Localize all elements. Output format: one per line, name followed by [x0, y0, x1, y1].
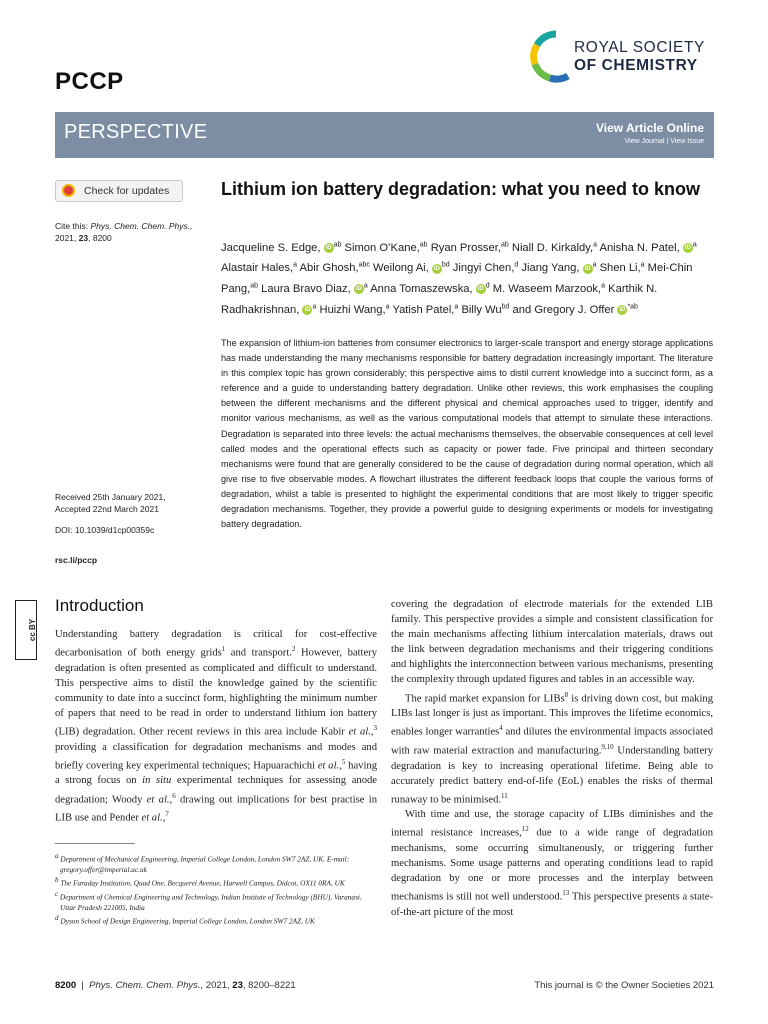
affiliation-marker: a: [293, 261, 298, 269]
author: [513, 304, 638, 316]
view-links: View Journal | View Issue: [624, 138, 704, 145]
author-name: Shen Li,: [599, 262, 641, 275]
reference-marker[interactable]: 9,10: [601, 742, 614, 751]
affiliation-marker: abc: [358, 261, 370, 269]
author-name: Simon O’Kane,: [344, 241, 420, 254]
page-number: 8200: [55, 980, 77, 991]
affiliation-marker: a: [593, 241, 597, 248]
crossmark-icon: [62, 184, 75, 197]
paragraph: [391, 688, 713, 808]
affiliation-marker: a: [692, 241, 697, 248]
reference-marker[interactable]: 12: [521, 825, 529, 834]
author: [453, 262, 518, 274]
affiliation-marker: bd: [501, 303, 510, 311]
footnote-text: The Faraday Institution, Quad One, Becquerel Avenue, Harwell Campus, Didcot, OX11 0RA, UK: [58, 878, 345, 888]
author-name: Niall D. Kirkaldy,: [511, 241, 594, 254]
cc-license-badge[interactable]: [15, 600, 37, 660]
copyright-notice: This journal is © the Owner Societies 2021: [534, 980, 714, 991]
footnote-marker: c: [55, 889, 59, 898]
author-name: Jingyi Chen,: [452, 262, 515, 275]
reference-marker[interactable]: 3: [373, 724, 377, 733]
text-run: ,: [370, 726, 374, 738]
text-run: covering the degradation of electrode materials for the extended LIB family. This perspective provides a simple and consistent classification for the main mechanisms affecting lithium intercalation materials, draws out the link between degradation mechanisms and their triggering conditions and highlights the interconnection between various mechanisms, presenting the complexity through updated figures and tables in an accessible way.: [391, 599, 713, 686]
author-name: Laura Bravo Diaz,: [261, 283, 351, 296]
author-name: and Gregory J. Offer: [512, 303, 615, 316]
author: [461, 304, 509, 316]
section-label: PERSPECTIVE: [64, 121, 208, 143]
author: [493, 283, 605, 295]
affiliation-marker: ab: [500, 241, 509, 248]
author-name: Billy Wu: [461, 303, 502, 316]
cite-journal: Phys. Chem. Chem. Phys.,: [90, 221, 193, 231]
footnote-text: Department of Chemical Engineering and Technology, Indian Institute of Technology (BHU), Varanasi, Uttar Pradesh 221005, India: [58, 892, 362, 913]
text-run: Understanding battery degradation is critical for cost-effective decarbonisation of both energy grids: [55, 629, 377, 659]
author-name: M. Waseem Marzook,: [492, 283, 602, 296]
text-run: ,: [169, 794, 173, 806]
text-run: having a strong focus on: [55, 760, 377, 787]
author: [345, 242, 428, 254]
abstract: The expansion of lithium-ion batteries from consumer electronics to larger-scale transport and energy storage applications has made understanding the many mechanisms responsible for battery degradation increasingly important. The literature in this complex topic has grown considerably; this perspective aims to distil current knowledge into a succinct form, as a reference and a guide to understanding battery degradation. Unlike other reviews, this work emphasises the coupling between the different mechanisms and the different physical and chemical approaches used to trigger, identify and monitor various mechanisms, as well as the various computational models that attempt to simulate these interactions. Degradation is separated into three levels: the actual mechanisms themselves, the observable consequences at cell level called modes and the operational effects such as capacity or power fade. Five principal and thirteen secondary mechanisms were found that are generally considered to be the cause of degradation during normal operation, which all give rise to five observable modes. A flowchart illustrates the different feedback loops that couple the various forms of degradation, whilst a table is presented to highlight the experimental conditions that are most likely to trigger specific degradation mechanisms. Together, they provide a powerful guide to designing experiments or models for investigating battery degradation.: [221, 338, 713, 530]
footer-journal: Phys. Chem. Chem. Phys.,: [89, 980, 204, 991]
affiliation-footnote: [55, 875, 377, 888]
author: [300, 262, 370, 274]
footnote-marker: b: [55, 876, 59, 885]
publisher-name: [574, 39, 705, 75]
affiliation-marker: d: [485, 282, 490, 290]
author-name: Mei-Chin Pang,: [221, 262, 693, 296]
author: [521, 262, 596, 274]
text-run: Understanding battery degradation is key to increasing operational lifetime. Being able to accurately predict battery end-of-life (EoL) enables the risks of thermal runaway to be minimised.: [391, 745, 713, 806]
author: [512, 242, 597, 254]
reference-marker[interactable]: 1: [221, 645, 226, 654]
author: [370, 283, 489, 295]
author: [600, 262, 645, 274]
journal-name: PCCP: [55, 68, 124, 95]
text-run: This perspective presents a state-of-the-art picture of the most: [391, 891, 713, 918]
affiliation-footnote: [55, 889, 377, 913]
orcid-icon[interactable]: iD: [355, 286, 362, 293]
author-name: Weilong Ai,: [373, 262, 429, 275]
text-run: However, battery degradation is often presented as complicated and difficult to understand. This perspective aims to distil the knowledge gained by the scientific community to date into a succinct form, highlighting the minimum number of papers that need to be read in order to understand lithium ion battery (LIB) degradation. Other recent reviews in this area include Kabir: [55, 647, 377, 738]
footnote-marker: d: [55, 914, 59, 923]
paragraph: [391, 597, 713, 688]
section-heading: Introduction: [55, 596, 144, 615]
affiliation-marker: a: [640, 261, 645, 269]
affiliation-footnotes: [55, 851, 377, 927]
cite-year: 2021,: [55, 233, 77, 243]
affiliation-marker: bd: [441, 261, 450, 269]
text-run: is driving down cost, but making LIBs last longer is just as important. This improves the lifetime economics, enables longer warranties: [391, 693, 713, 738]
footnote-text: Department of Mechanical Engineering, Imperial College London, London SW7 2AZ, UK. E-mail: gregory.offer@imperial.ac.uk: [58, 854, 350, 875]
italic-text: in situ: [142, 775, 172, 787]
affiliation-marker: a: [454, 303, 459, 311]
author: [261, 283, 368, 295]
text-run: With time and use, the storage capacity of LIBs diminishes and the internal resistance increases,: [391, 809, 713, 839]
orcid-icon[interactable]: iD: [433, 265, 440, 272]
author: [392, 304, 458, 316]
view-issue-link[interactable]: View Issue: [670, 138, 704, 145]
body-column-left: [55, 627, 377, 826]
body-column-right: [391, 597, 713, 920]
author-name: Jacqueline S. Edge,: [221, 241, 321, 254]
check-for-updates-label: Check for updates: [84, 185, 170, 197]
affiliation-footnote: [55, 913, 377, 926]
reference-marker[interactable]: 7: [165, 810, 169, 819]
author: [221, 242, 341, 254]
orcid-icon[interactable]: iD: [584, 265, 591, 272]
orcid-icon[interactable]: iD: [477, 286, 484, 293]
citation: [55, 220, 205, 244]
text-run: and transport.: [225, 647, 292, 659]
italic-text: et al.: [141, 812, 163, 824]
page-footer-citation: 8200 | Phys. Chem. Chem. Phys., 2021, 23, 8200–8221: [55, 980, 296, 991]
orcid-icon[interactable]: iD: [684, 244, 691, 251]
affiliation-marker: a: [601, 282, 606, 290]
affiliation-marker: a: [592, 261, 597, 269]
italic-text: et al.: [348, 726, 371, 738]
affiliation-footnote: [55, 851, 377, 875]
footer-year: 2021,: [205, 980, 230, 991]
affiliation-marker: ab: [419, 241, 428, 248]
reference-marker[interactable]: 11: [501, 791, 508, 800]
publisher-line-2: OF CHEMISTRY: [574, 57, 698, 74]
author: [600, 242, 697, 254]
text-run: providing a classification for degradation mechanisms and modes and briefly covering key experimental techniques; Hapuarachichi: [55, 741, 377, 772]
footer-volume: 23: [232, 980, 243, 991]
section-banner: [55, 112, 714, 158]
author-name: Huizhi Wang,: [319, 303, 386, 316]
footnote-text: Dyson School of Design Engineering, Imperial College London, London SW7 2AZ, UK: [58, 916, 315, 926]
author-name: Jiang Yang,: [521, 262, 580, 275]
publisher-line-1: ROYAL SOCIETY: [574, 39, 705, 56]
cite-label: Cite this:: [55, 221, 89, 231]
affiliation-marker: d: [514, 261, 519, 269]
author: [320, 304, 390, 316]
author-name: Alastair Hales,: [221, 262, 294, 275]
author-name: Abir Ghosh,: [299, 262, 359, 275]
author-name: Anna Tomaszewska,: [370, 283, 473, 296]
affiliation-marker: a: [385, 303, 390, 311]
doi[interactable]: DOI: 10.1039/d1cp00359c: [55, 525, 155, 535]
italic-text: et al.: [146, 794, 170, 806]
author-list: [221, 236, 713, 319]
footnote-marker: a: [55, 852, 59, 860]
reference-marker[interactable]: 6: [172, 791, 176, 800]
reference-marker[interactable]: 2: [291, 645, 296, 654]
affiliation-marker: a: [312, 303, 317, 311]
orcid-icon[interactable]: iD: [304, 306, 311, 313]
text-run: and dilutes the environmental impacts associated with raw material extraction and manufacturing.: [391, 726, 713, 757]
text-run: ,: [162, 812, 166, 824]
affiliation-marker: ab: [333, 241, 342, 248]
reference-marker[interactable]: 4: [499, 724, 503, 733]
reference-marker[interactable]: 8: [564, 690, 569, 699]
journal-link[interactable]: rsc.li/pccp: [55, 555, 98, 565]
author-name: Karthik N. Radhakrishnan,: [221, 283, 658, 316]
affiliation-marker: ab: [250, 282, 259, 290]
affiliation-marker: *ab: [627, 303, 638, 311]
view-journal-link[interactable]: View Journal: [624, 138, 665, 145]
cite-page: , 8200: [88, 233, 112, 243]
view-article-online-link[interactable]: View Article Online: [595, 121, 704, 135]
article-title: Lithium ion battery degradation: what you need to know: [221, 179, 701, 199]
reference-marker[interactable]: 5: [341, 757, 346, 766]
paragraph: [391, 807, 713, 920]
affiliation-marker: a: [363, 282, 368, 290]
author-name: Anisha N. Patel,: [599, 241, 680, 254]
footer-pages: , 8200–8221: [242, 980, 296, 991]
text-run: The rapid market expansion for LIBs: [405, 693, 565, 705]
cc-license-label: cc BY: [28, 618, 37, 642]
text-run: experimental techniques for assessing anode degradation; Woody: [55, 775, 377, 806]
accepted-date: Accepted 22nd March 2021: [55, 504, 159, 514]
orcid-icon[interactable]: iD: [619, 306, 626, 313]
author-name: Ryan Prosser,: [430, 241, 501, 254]
reference-marker[interactable]: 13: [562, 889, 570, 898]
orcid-icon[interactable]: iD: [325, 244, 332, 251]
text-run: drawing out implications for best practise in LIB use and Pender: [55, 794, 378, 824]
footnote-divider: [55, 843, 135, 844]
received-date: Received 25th January 2021,: [55, 492, 166, 502]
italic-text: et al.: [317, 760, 340, 772]
author-name: Yatish Patel,: [392, 303, 455, 316]
dates: [55, 491, 205, 515]
author: [373, 262, 450, 274]
check-for-updates-button[interactable]: [55, 180, 183, 202]
author: [221, 262, 297, 274]
author: [431, 242, 509, 254]
cite-volume: 23: [78, 233, 89, 243]
text-run: due to a wide range of degradation mechanisms, some occurring simultaneously, or triggering further mechanisms. Some usage patterns and operating conditions lead to rapid degradation by one or more processes and the interplay between mechanisms is still not well understood.: [391, 827, 713, 903]
text-run: ,: [339, 760, 342, 772]
